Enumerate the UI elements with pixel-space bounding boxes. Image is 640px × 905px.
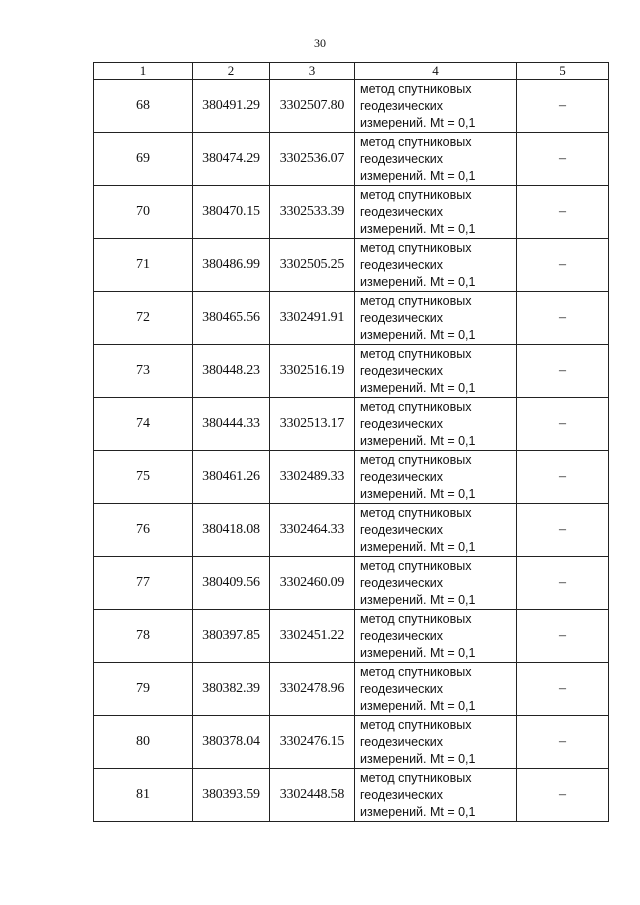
method-cell: метод спутниковых геодезических измерений. Mt = 0,1 <box>355 398 517 451</box>
table-row <box>94 239 609 292</box>
point-number-cell: 77 <box>94 557 193 610</box>
method-cell: метод спутниковых геодезических измерений. Mt = 0,1 <box>355 663 517 716</box>
x-coordinate-cell: 380409.56 <box>193 557 270 610</box>
header-col-5: 5 <box>517 63 609 80</box>
point-number-cell: 74 <box>94 398 193 451</box>
x-coordinate-cell: 380397.85 <box>193 610 270 663</box>
table-row <box>94 663 609 716</box>
point-number-cell: 72 <box>94 292 193 345</box>
point-number-cell: 75 <box>94 451 193 504</box>
y-coordinate-cell: 3302516.19 <box>270 345 355 398</box>
point-number-cell: 69 <box>94 133 193 186</box>
x-coordinate-cell: 380491.29 <box>193 80 270 133</box>
x-coordinate-cell: 380418.08 <box>193 504 270 557</box>
col5-cell: – <box>517 716 609 769</box>
table-row <box>94 186 609 239</box>
point-number-cell: 80 <box>94 716 193 769</box>
table-header-row <box>94 63 609 80</box>
y-coordinate-cell: 3302448.58 <box>270 769 355 822</box>
col5-cell: – <box>517 451 609 504</box>
y-coordinate-cell: 3302513.17 <box>270 398 355 451</box>
y-coordinate-cell: 3302489.33 <box>270 451 355 504</box>
method-cell: метод спутниковых геодезических измерений. Mt = 0,1 <box>355 292 517 345</box>
table-row <box>94 769 609 822</box>
table-row <box>94 716 609 769</box>
point-number-cell: 68 <box>94 80 193 133</box>
col5-cell: – <box>517 663 609 716</box>
table-row <box>94 292 609 345</box>
y-coordinate-cell: 3302464.33 <box>270 504 355 557</box>
y-coordinate-cell: 3302451.22 <box>270 610 355 663</box>
table-row <box>94 451 609 504</box>
method-cell: метод спутниковых геодезических измерений. Mt = 0,1 <box>355 133 517 186</box>
y-coordinate-cell: 3302460.09 <box>270 557 355 610</box>
point-number-cell: 73 <box>94 345 193 398</box>
header-col-1: 1 <box>94 63 193 80</box>
col5-cell: – <box>517 610 609 663</box>
col5-cell: – <box>517 186 609 239</box>
col5-cell: – <box>517 292 609 345</box>
y-coordinate-cell: 3302476.15 <box>270 716 355 769</box>
x-coordinate-cell: 380465.56 <box>193 292 270 345</box>
y-coordinate-cell: 3302478.96 <box>270 663 355 716</box>
y-coordinate-cell: 3302533.39 <box>270 186 355 239</box>
table-row <box>94 557 609 610</box>
point-number-cell: 70 <box>94 186 193 239</box>
x-coordinate-cell: 380474.29 <box>193 133 270 186</box>
x-coordinate-cell: 380448.23 <box>193 345 270 398</box>
point-number-cell: 79 <box>94 663 193 716</box>
col5-cell: – <box>517 398 609 451</box>
table-row <box>94 133 609 186</box>
x-coordinate-cell: 380382.39 <box>193 663 270 716</box>
col5-cell: – <box>517 80 609 133</box>
x-coordinate-cell: 380461.26 <box>193 451 270 504</box>
y-coordinate-cell: 3302507.80 <box>270 80 355 133</box>
col5-cell: – <box>517 557 609 610</box>
col5-cell: – <box>517 769 609 822</box>
method-cell: метод спутниковых геодезических измерений. Mt = 0,1 <box>355 345 517 398</box>
x-coordinate-cell: 380393.59 <box>193 769 270 822</box>
x-coordinate-cell: 380444.33 <box>193 398 270 451</box>
header-col-3: 3 <box>270 63 355 80</box>
method-cell: метод спутниковых геодезических измерений. Mt = 0,1 <box>355 610 517 663</box>
table-body <box>94 80 609 822</box>
table-row <box>94 398 609 451</box>
coordinates-table <box>93 62 609 822</box>
method-cell: метод спутниковых геодезических измерений. Mt = 0,1 <box>355 451 517 504</box>
col5-cell: – <box>517 239 609 292</box>
method-cell: метод спутниковых геодезических измерений. Mt = 0,1 <box>355 716 517 769</box>
method-cell: метод спутниковых геодезических измерений. Mt = 0,1 <box>355 769 517 822</box>
table-row <box>94 610 609 663</box>
x-coordinate-cell: 380378.04 <box>193 716 270 769</box>
x-coordinate-cell: 380486.99 <box>193 239 270 292</box>
point-number-cell: 78 <box>94 610 193 663</box>
method-cell: метод спутниковых геодезических измерений. Mt = 0,1 <box>355 504 517 557</box>
y-coordinate-cell: 3302536.07 <box>270 133 355 186</box>
point-number-cell: 76 <box>94 504 193 557</box>
y-coordinate-cell: 3302505.25 <box>270 239 355 292</box>
col5-cell: – <box>517 133 609 186</box>
y-coordinate-cell: 3302491.91 <box>270 292 355 345</box>
method-cell: метод спутниковых геодезических измерений. Mt = 0,1 <box>355 186 517 239</box>
point-number-cell: 81 <box>94 769 193 822</box>
point-number-cell: 71 <box>94 239 193 292</box>
col5-cell: – <box>517 345 609 398</box>
method-cell: метод спутниковых геодезических измерений. Mt = 0,1 <box>355 239 517 292</box>
table-row <box>94 504 609 557</box>
page-number: 30 <box>314 36 326 50</box>
method-cell: метод спутниковых геодезических измерений. Mt = 0,1 <box>355 80 517 133</box>
method-cell: метод спутниковых геодезических измерений. Mt = 0,1 <box>355 557 517 610</box>
header-col-2: 2 <box>193 63 270 80</box>
table-row <box>94 345 609 398</box>
col5-cell: – <box>517 504 609 557</box>
header-col-4: 4 <box>355 63 517 80</box>
x-coordinate-cell: 380470.15 <box>193 186 270 239</box>
table-row <box>94 80 609 133</box>
